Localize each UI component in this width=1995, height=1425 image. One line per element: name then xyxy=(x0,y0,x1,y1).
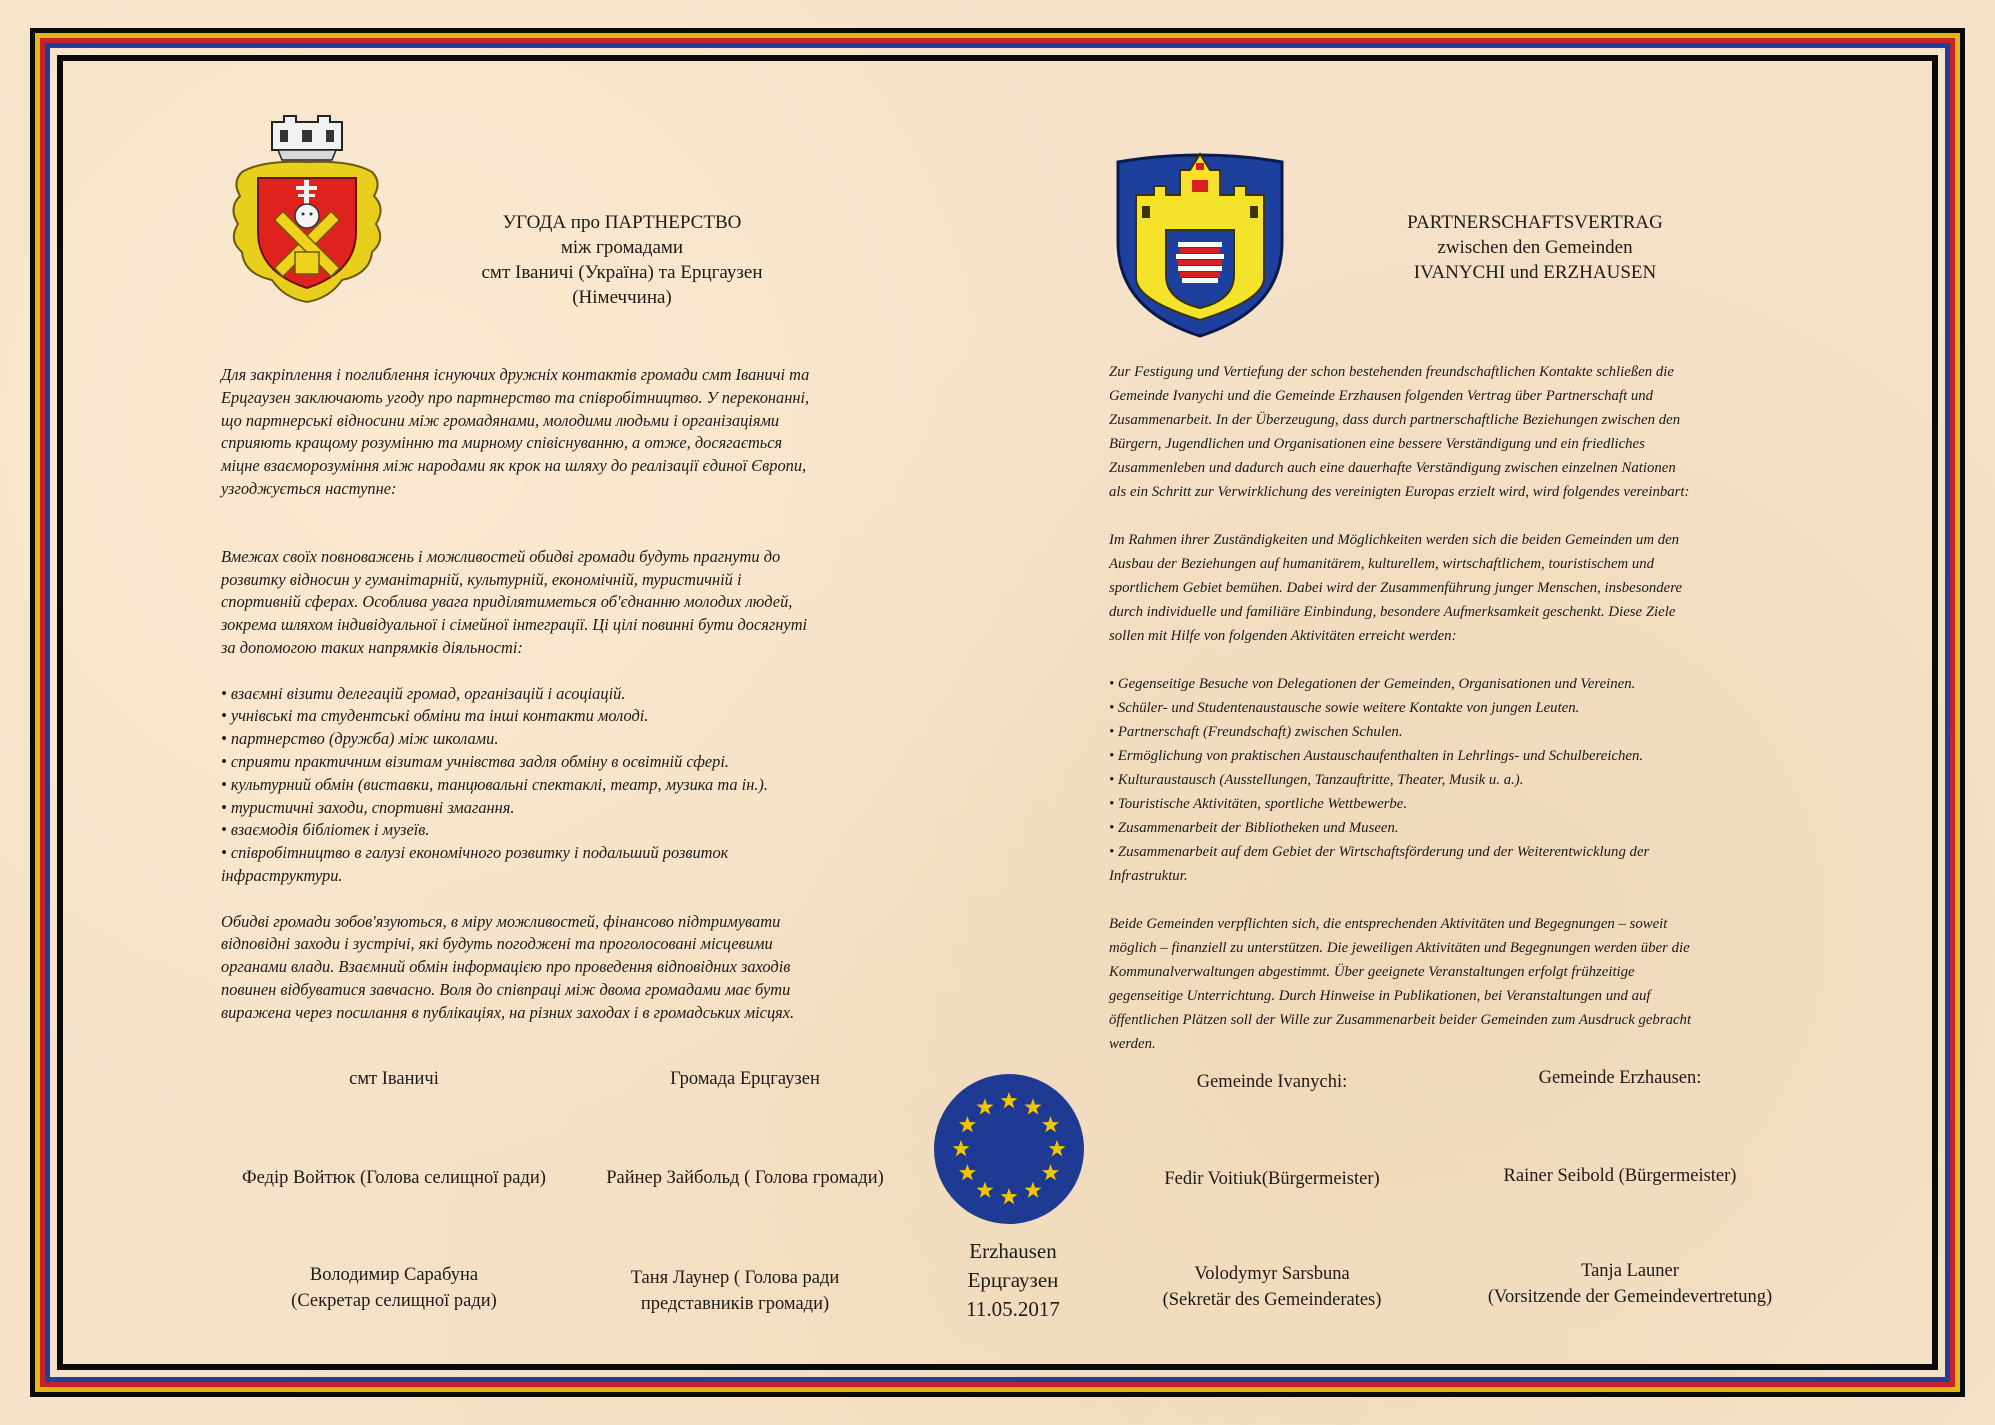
list-item: • співробітництво в галузі економічного розвитку і подальший розвиток xyxy=(221,843,729,863)
signature-party-erzhausen-ua: Громада Ерцгаузен xyxy=(670,1069,820,1089)
german-heading: PARTNERSCHAFTSVERTRAG zwischen den Gemeinden IVANYCHI und ERZHAUSEN xyxy=(1407,212,1663,283)
german-intro-paragraph: Zur Festigung und Vertiefung der schon bestehenden freundschaftlichen Kontakte schließen die Gemeinde Ivanychi und die Gemeinde Erzhausen folgenden Vertrag über Partnerschaft und Zusammenarbeit. In der Überzeugung, dass durch partnerschaftliche Beziehungen zwischen den Bürgern, Jugendlichen und Organisationen eine bessere Verständigung und ein friedliches Zusammenleben und dadurch auch eine dauerhafte Verständigung zwischen einzelnen Nationen als ein Schritt zur Verwirklichung des vereinigten Europas erzielt wird, wird folgendes vereinbart: xyxy=(1109,364,1690,500)
german-closing-paragraph: Beide Gemeinden verpflichten sich, die entsprechenden Aktivitäten und Begegnungen – soweit möglich – finanziell zu unterstützen. Die jeweiligen Aktivitäten und Begegnungen werden über die Kommunalverwaltungen abgestimmt. Über geeignete Veranstaltungen erfolgt frühzeitige gegenseitige Unterrichtung. Durch Hinweise in Publikationen, bei Veranstaltungen und auf öffentlichen Plätzen soll der Wille zur Zusammenarbeit beider Gemeinden zum Ausdruck gebracht werden. xyxy=(1109,916,1692,1052)
list-item: • культурний обмін (виставки, танцювальні спектаклі, театр, музика та ін.). xyxy=(221,774,768,794)
list-item: • сприяти практичним візитам учнівства задля обміну в освітній сфері. xyxy=(221,751,730,771)
list-item: • взаємодія бібліотек і музеїв. xyxy=(221,820,430,840)
signature-mayor-erzhausen-de: Rainer Seibold (Bürgermeister) xyxy=(1503,1166,1737,1186)
signature-council-chair-erzhausen-de: Tanja Launer (Vorsitzende der Gemeindevertretung) xyxy=(1487,1261,1773,1307)
signature-party-erzhausen-de: Gemeinde Erzhausen: xyxy=(1538,1068,1702,1088)
signature-party-ivanychi-de: Gemeinde Ivanychi: xyxy=(1196,1072,1348,1092)
signature-mayor-ivanychi-ua: Федір Войтюк (Голова селищної ради) xyxy=(242,1168,546,1188)
list-item: • Ermöglichung von praktischen Austauschaufenthalten in Lehrlings- und Schulbereichen. xyxy=(1109,748,1644,764)
signing-date: 11.05.2017 xyxy=(966,1297,1060,1321)
list-item: • учнівські та студентські обміни та інші контакти молоді. xyxy=(221,706,649,726)
ukrainian-scope-paragraph: Вмежах своїх повноважень і можливостей обидві громади будуть прагнути до розвитку відносин у гуманітарній, культурній, економічній, туристичній і спортивній сферах. Особлива увага приділятиметься об'єднанню молодих людей, зокрема шляхом індивідуальної і сімейної інтеграції. Ці цілі повинні бути досягнуті за допомогою таких напрямків діяльності: xyxy=(221,546,808,657)
place-name-ukrainian: Ерцгаузен xyxy=(967,1268,1059,1292)
signature-secretary-ivanychi-de: Volodymyr Sarsbuna (Sekretär des Gemeinderates) xyxy=(1162,1264,1382,1310)
list-item: • взаємні візити делегацій громад, організацій і асоціацій. xyxy=(221,683,626,703)
list-item: • Zusammenarbeit auf dem Gebiet der Wirtschaftsförderung und der Weiterentwicklung der xyxy=(1109,844,1650,860)
signing-place-and-date xyxy=(913,1237,1113,1324)
german-scope-paragraph: Im Rahmen ihrer Zuständigkeiten und Möglichkeiten werden sich die beiden Gemeinden um den Ausbau der Beziehungen auf humanitärem, kulturellem, wirtschaftlichem, touristischem und sportlichem Gebiet bemühen. Dabei wird der Zusammenführung junger Menschen, insbesondere durch individuelle und familiäre Einbindung, besondere Aufmerksamkeit geschenkt. Diese Ziele sollen mit Hilfe von folgenden Aktivitäten erreicht werden: xyxy=(1109,532,1683,644)
ukrainian-agreement-text xyxy=(221,364,921,1025)
ivanychi-coat-of-arms-icon xyxy=(222,112,392,307)
erzhausen-coat-of-arms-icon xyxy=(1110,150,1290,340)
ukrainian-intro-paragraph: Для закріплення і поглиблення існуючих дружніх контактів громади смт Іваничі та Ерцгаузен заключають угоду про партнерство та співробітництво. У переконанні, що партнерські відносини між громадянами, молодими людьми і організаціями сприяють кращому розумінню та мирному співіснуванню, а отже, досягається міцне взаєморозуміння між народами як крок на шляху до реалізації єдиної Європи, узгоджується наступне: xyxy=(221,365,810,498)
list-item: • Gegenseitige Besuche von Delegationen der Gemeinden, Organisationen und Vereinen. xyxy=(1109,676,1636,692)
ukrainian-heading: УГОДА про ПАРТНЕРСТВО між громадами смт Іваничі (Україна) та Ерцгаузен (Німеччина) xyxy=(481,212,763,308)
list-item: • туристичні заходи, спортивні змагання. xyxy=(221,797,515,817)
list-item: Infrastruktur. xyxy=(1109,868,1188,884)
list-item: • Partnerschaft (Freundschaft) zwischen Schulen. xyxy=(1109,724,1403,740)
ukrainian-closing-paragraph: Обидві громади зобов'язуються, в міру можливостей, фінансово підтримувати відповідні заходи і зустрічі, які будуть погоджені та проголосовані місцевими органами влади. Взаємний обмін інформацією про проведення відповідних заходів повинен відбуватися завчасно. Воля до співпраці між двома громадами має бути виражена через посилання в публікаціях, на різних заходах і в громадських місцях. xyxy=(221,911,795,1022)
signature-secretary-ivanychi-ua: Володимир Сарабуна (Секретар селищної ради) xyxy=(291,1265,497,1311)
signature-mayor-erzhausen-ua: Райнер Зайбольд ( Голова громади) xyxy=(606,1168,884,1188)
signature-council-chair-erzhausen-ua: Таня Лаунер ( Голова ради представників громади) xyxy=(630,1268,840,1314)
ukrainian-activity-list xyxy=(221,683,921,888)
german-agreement-text xyxy=(1109,360,1809,1056)
signature-mayor-ivanychi-de: Fedir Voitiuk(Bürgermeister) xyxy=(1164,1169,1380,1189)
list-item: • Schüler- und Studentenaustausche sowie weitere Kontakte von jungen Leuten. xyxy=(1109,700,1580,716)
eu-flag-icon xyxy=(933,1073,1085,1225)
signature-party-ivanychi-ua: смт Іваничі xyxy=(349,1069,439,1089)
list-item: • Touristische Aktivitäten, sportliche Wettbewerbe. xyxy=(1109,796,1408,812)
list-item: • Kulturaustausch (Ausstellungen, Tanzauftritte, Theater, Musik u. a.). xyxy=(1109,772,1524,788)
list-item: • партнерство (дружба) між школами. xyxy=(221,729,499,749)
place-name-german: Erzhausen xyxy=(969,1239,1057,1263)
german-activity-list xyxy=(1109,672,1809,888)
list-item: • Zusammenarbeit der Bibliotheken und Museen. xyxy=(1109,820,1399,836)
list-item: інфраструктури. xyxy=(221,865,343,885)
